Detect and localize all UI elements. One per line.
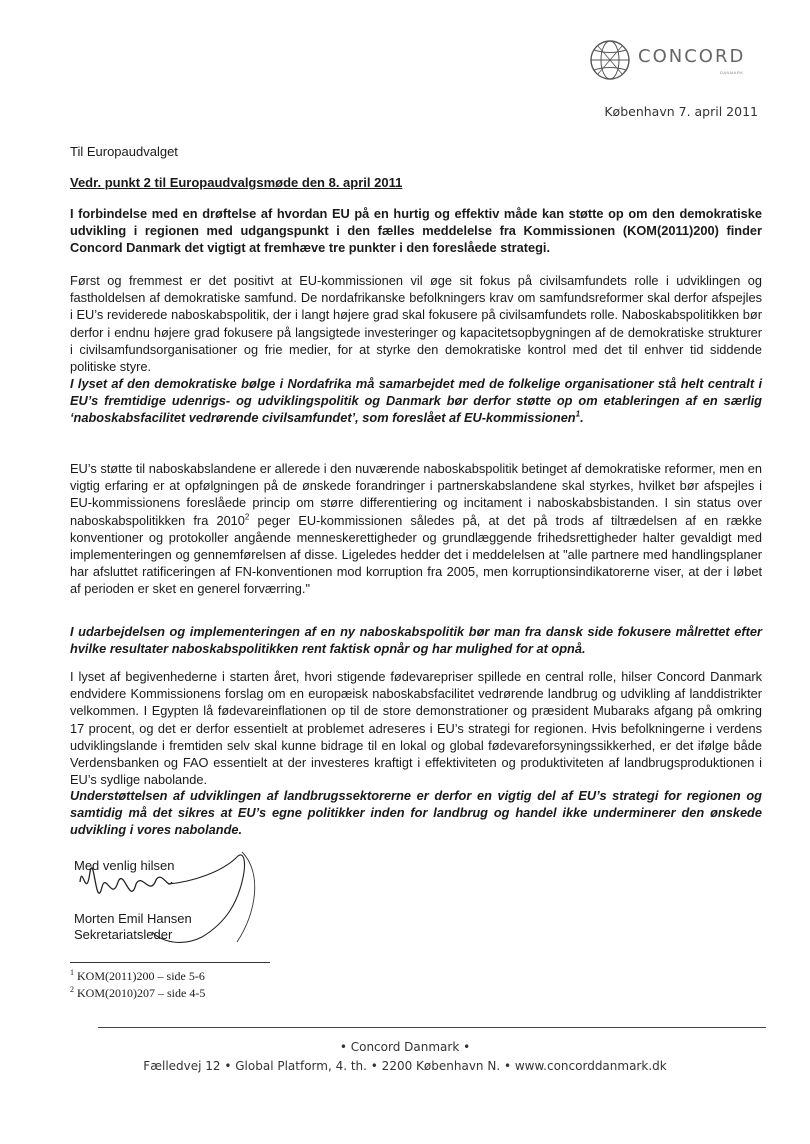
globe-icon (588, 38, 632, 82)
footnote-2-number: 2 (70, 985, 74, 994)
footer-org: • Concord Danmark • (339, 1040, 471, 1054)
paragraph-2-part-b: peger EU-kommissionen således på, at det på trods af tiltrædelsen af en række konventioner og protokoller angående menneskerettigheder og grundlæggende frihedsrettigheder halter gevaldigt med implementeringen og gennemførelsen af disse. Ligeledes hedder det i meddelelsen at "alle partnere med handlingsplaner har afsluttet ratificeringen af FN-konventionen mod korruption fra 2005, men korruptionsindikatorerne viser, at der i løbet af perioden er sket en generel forværring." (70, 512, 762, 597)
footnote-1 (70, 968, 205, 984)
signer-name: Morten Emil Hansen (74, 911, 192, 926)
footnote-ref-1: 1 (575, 410, 581, 420)
footer-address: Fælledvej 12 • Global Platform, 4. th. • 2200 København N. • www.concorddanmark.dk (143, 1059, 667, 1073)
letter-date: København 7. april 2011 (604, 104, 758, 119)
footnote-2 (70, 985, 205, 1001)
closing-greeting: Med venlig hilsen (74, 858, 175, 873)
recipient: Til Europaudvalget (70, 144, 178, 159)
concord-logo (588, 38, 758, 82)
intro-paragraph: I forbindelse med en drøftelse af hvordan EU på en hurtig og effektiv måde kan støtte op om den demokratiske udvikling i regionen med udgangspunkt i den fælles meddelelse fra Kommissionen (KOM(2011)200) finder Concord Danmark det vigtigt at fremhæve tre punkter i den foreslåede strategi. (70, 206, 762, 256)
footnote-divider (70, 962, 270, 963)
paragraph-1: Først og fremmest er det positivt at EU-kommissionen vil øge sit fokus på civilsamfundets rolle i udviklingen og fastholdelsen af demokratiske samfund. De nordafrikanske befolkningers krav om samfundsreformer skal derfor afspejles i EU’s reviderede naboskabspolitik, der i langt højere grad skal fokusere på civilsamfundets rolle. Naboskabspolitikken bør derfor i endnu højere grad fokusere på langsigtede investeringer og kapacitetsopbygningen af de demokratiske strukturer i civilsamfundsorganisationer og frie medier, for at styrke den demokratiske kontrol med det til enhver tid siddende politiske styre. (70, 273, 762, 375)
key-point-3: Understøttelsen af udviklingen af landbrugssektorerne er derfor en vigtig del af EU’s strategi for regionen og samtidig må det sikres at EU’s egne politikker inden for landbrug og handel ikke underminerer den ønskede udvikling i vores nabolande. (70, 788, 762, 838)
footnote-ref-2: 2 (244, 512, 250, 522)
signer-title: Sekretariatsleder (74, 927, 173, 942)
footer-divider (98, 1027, 766, 1028)
footnote-1-number: 1 (70, 968, 74, 977)
paragraph-2 (70, 460, 762, 598)
logo-wordmark: CONCORD (638, 46, 746, 67)
key-point-1 (70, 375, 762, 427)
key-point-1-end: . (580, 410, 584, 426)
key-point-1-text: I lyset af den demokratiske bølge i Nordafrika må samarbejdet med de folkelige organisationer stå helt centralt i EU’s fremtidige udenrigs- og udviklingspolitik og Danmark bør derfor støtte op om etableringen af en særlig ‘naboskabsfacilitet vedrørende civilsamfundet’, som foreslået af EU-kommissionen (70, 376, 762, 426)
paragraph-2-part-a: EU’s støtte til naboskabslandene er allerede i den nuværende naboskabspolitik betinget af demokratiske reformer, men en vigtig erfaring er at opfølgningen på de ønskede forandringer i partnerskabslandene skal styrkes, hvilket bør afspejles i EU-kommissionens foreslåede princip om større differentiering og incitament i naboskabsbistanden. I sin status over naboskabspolitikken fra 2010 (70, 461, 762, 528)
logo-subtitle: DANMARK (720, 70, 744, 75)
paragraph-3: I lyset af begivenhederne i starten året, hvori stigende fødevarepriser spillede en central rolle, hilser Concord Danmark endvidere Kommissionens forslag om en europæisk naboskabsfacilitet vedrørende landbrug og udvikling af landdistrikter velkommen. I Egypten lå fødevareinflationen op til de store demonstrationer og præsident Mubaraks afgang på omkring 17 procent, og det er derfor essentielt at problemet adreseres i EU’s strategi for regionen. Hvis befolkningerne i verdens udviklingslande i fremtiden selv skal kunne bidrage til en lokal og global fødevareforsyningssikkerhed, er det ifølge både Verdensbanken og FAO essentielt at der investeres kraftigt i effektiviteten og produktiviteten af landbrugsproduktionen i EU’s sydlige nabolande. (70, 669, 762, 788)
key-point-2: I udarbejdelsen og implementeringen af en ny naboskabspolitik bør man fra dansk side fokusere målrettet efter hvilke resultater naboskabspolitikken rent faktisk opnår og har mulighed for at opnå. (70, 624, 762, 657)
subject-line: Vedr. punkt 2 til Europaudvalgsmøde den 8. april 2011 (70, 175, 403, 190)
footnote-2-text: KOM(2010)207 – side 4-5 (77, 986, 206, 1000)
footnote-1-text: KOM(2011)200 – side 5-6 (77, 969, 205, 983)
